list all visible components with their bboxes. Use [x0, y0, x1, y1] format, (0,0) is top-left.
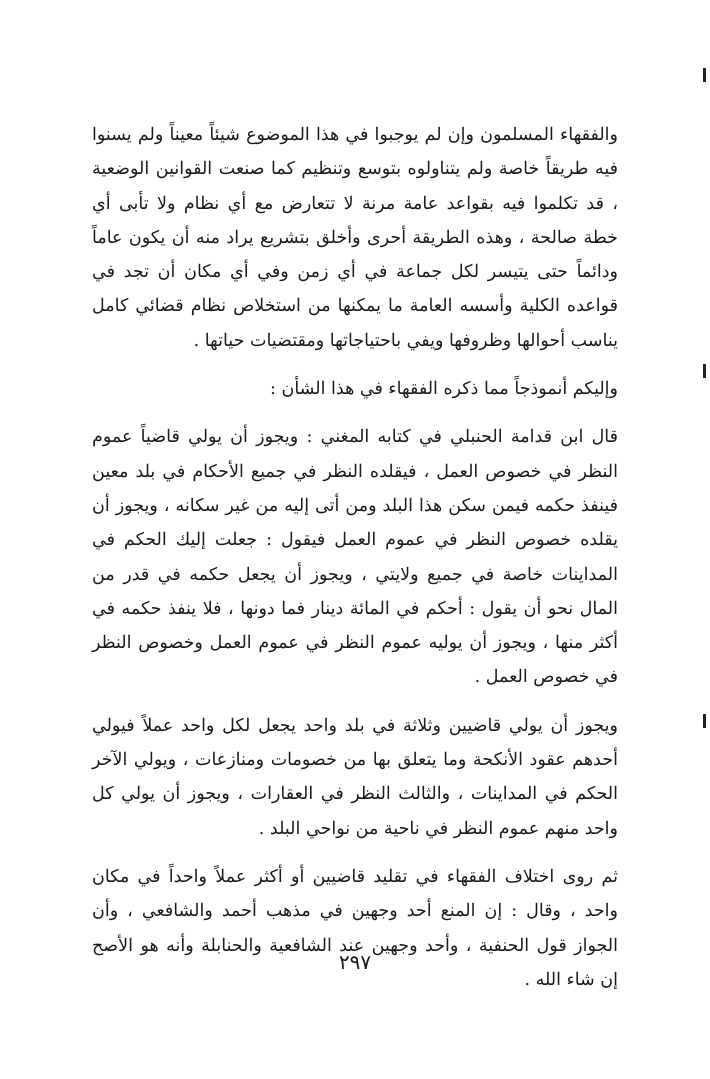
- paragraph-1: والفقهاء المسلمون وإن لم يوجبوا في هذا الموضوع شيئاً معيناً ولم يسنوا فيه طريقاً خاصة ولم يتناولوه بتوسع وتنظيم كما صنعت القوانين الوضعية ، قد تكلموا فيه بقواعد عامة مرنة لا تتعارض مع أي نظام ولا تأبى أي خطة صالحة ، وهذه الطريقة أحرى وأخلق بتشريع يراد منه أن يكون عاماً ودائماً حتى يتيسر لكل جماعة في أي زمن وفي أي مكان أن تجد في قواعده الكلية وأسسه العامة ما يمكنها من استخلاص نظام قضائي كامل يناسب أحوالها وظروفها ويفي باحتياجاتها ومقتضيات حياتها .: [92, 125, 618, 351]
- paragraph-2: وإليكم أنموذجاً مما ذكره الفقهاء في هذا الشأن :: [270, 379, 618, 400]
- page-number: ٢٩٧: [338, 950, 372, 974]
- page-edge-mark: [703, 364, 706, 378]
- paragraph-3: قال ابن قدامة الحنبلي في كتابه المغني : ويجوز أن يولي قاضياً عموم النظر في خصوص العمل ، فيقلده النظر في جميع الأحكام في بلد معين فينفذ حكمه فيمن سكن هذا البلد ومن أتى إليه من غير سكانه ، ويجوز أن يقلده خصوص النظر في عموم العمل فيقول : جعلت إليك الحكم في المداينات خاصة في جميع ولايتي ، ويجوز أن يجعل حكمه في قدر من المال نحو أن يقول : أحكم في المائة دينار فما دونها ، فلا ينفذ حكمه في أكثر منها ، ويجوز أن يوليه عموم النظر في عموم العمل وخصوص النظر في خصوص العمل .: [92, 427, 618, 688]
- page-edge-mark: [703, 68, 706, 82]
- paragraph-4: ويجوز أن يولي قاضيين وثلاثة في بلد واحد يجعل لكل واحد عملاً فيولي أحدهم عقود الأنكحة وما يتعلق بها من خصومات ومنازعات ، ويولي الآخر الحكم في المداينات ، والثالث النظر في العقارات ، ويجوز أن يولي كل واحد منهم عموم النظر في ناحية من نواحي البلد .: [92, 715, 618, 839]
- page-edge-mark: [703, 714, 706, 728]
- page-body: [92, 118, 618, 997]
- paragraph-5: ثم روى اختلاف الفقهاء في تقليد قاضيين أو أكثر عملاً واحداً في مكان واحد ، وقال : إن المنع أحد وجهين في مذهب أحمد والشافعي ، وأن الجواز قول الحنفية ، وأحد وجهين عند الشافعية والحنابلة وأنه هو الأصح إن شاء الله .: [92, 866, 618, 990]
